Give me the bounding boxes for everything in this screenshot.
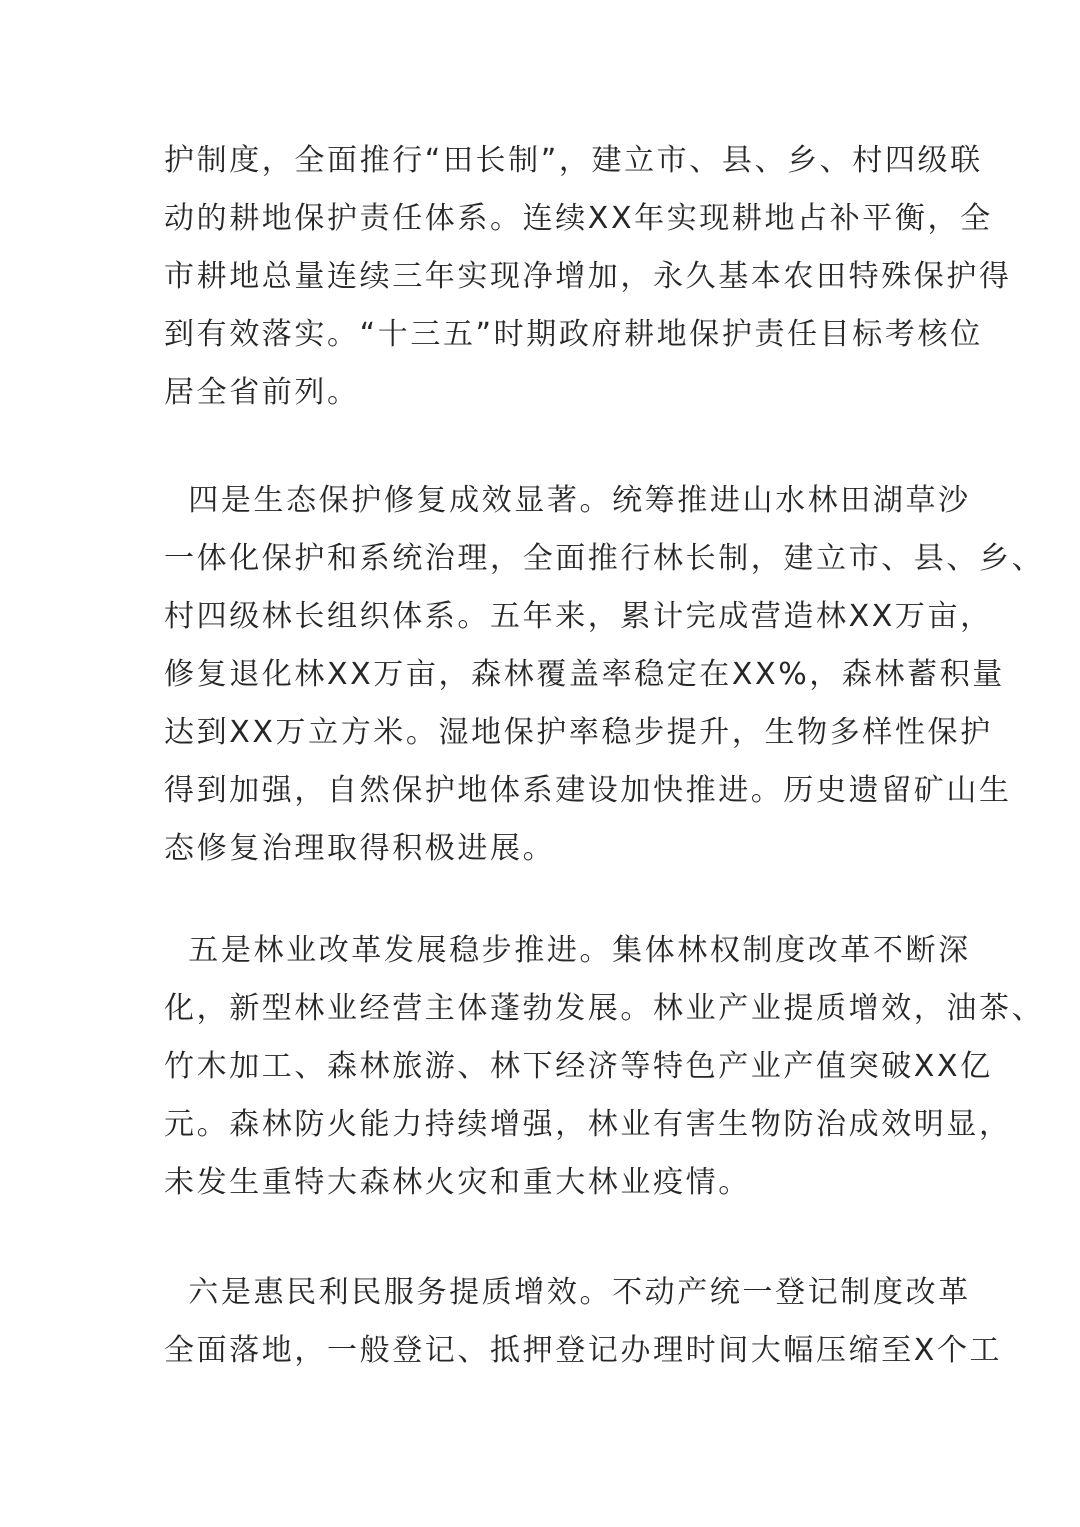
text-line: 一体化保护和系统治理，全面推行林长制，建立市、县、乡、 <box>164 541 1045 576</box>
text-line: 修复退化林XX万亩，森林覆盖率稳定在XX%，森林蓄积量 <box>164 657 1005 692</box>
text-line: 化，新型林业经营主体蓬勃发展。林业产业提质增效，油茶、 <box>164 991 1045 1026</box>
text-line: 态修复治理取得积极进展。 <box>164 831 556 866</box>
text-line: 达到XX万立方米。湿地保护率稳步提升，生物多样性保护 <box>164 715 993 750</box>
paragraph-ecological-restoration <box>164 472 1045 878</box>
text-line: 居全省前列。 <box>164 375 360 410</box>
text-line: 竹木加工、森林旅游、林下经济等特色产业产值突破XX亿 <box>164 1049 993 1084</box>
text-line: 护制度，全面推行“田长制”，建立市、县、乡、村四级联 <box>164 143 983 178</box>
text-line: 四是生态保护修复成效显著。统筹推进山水林田湖草沙 <box>164 483 971 518</box>
text-line: 动的耕地保护责任体系。连续XX年实现耕地占补平衡，全 <box>164 201 993 236</box>
paragraph-forestry-reform <box>164 922 1045 1212</box>
text-line: 元。森林防火能力持续增强，林业有害生物防治成效明显， <box>164 1107 1012 1142</box>
text-line: 六是惠民利民服务提质增效。不动产统一登记制度改革 <box>164 1275 971 1310</box>
text-line: 村四级林长组织体系。五年来，累计完成营造林XX万亩， <box>164 599 993 634</box>
text-line: 到有效落实。“十三五”时期政府耕地保护责任目标考核位 <box>164 317 983 352</box>
text-line: 得到加强，自然保护地体系建设加快推进。历史遗留矿山生 <box>164 773 1012 808</box>
text-line: 未发生重特大森林火灾和重大林业疫情。 <box>164 1165 751 1200</box>
text-line: 市耕地总量连续三年实现净增加，永久基本农田特殊保护得 <box>164 259 1012 294</box>
text-line: 全面落地，一般登记、抵押登记办理时间大幅压缩至X个工 <box>164 1333 1003 1368</box>
text-line: 五是林业改革发展稳步推进。集体林权制度改革不断深 <box>164 933 971 968</box>
paragraph-public-service <box>164 1264 1003 1380</box>
paragraph-farmland-protection <box>164 132 1012 422</box>
